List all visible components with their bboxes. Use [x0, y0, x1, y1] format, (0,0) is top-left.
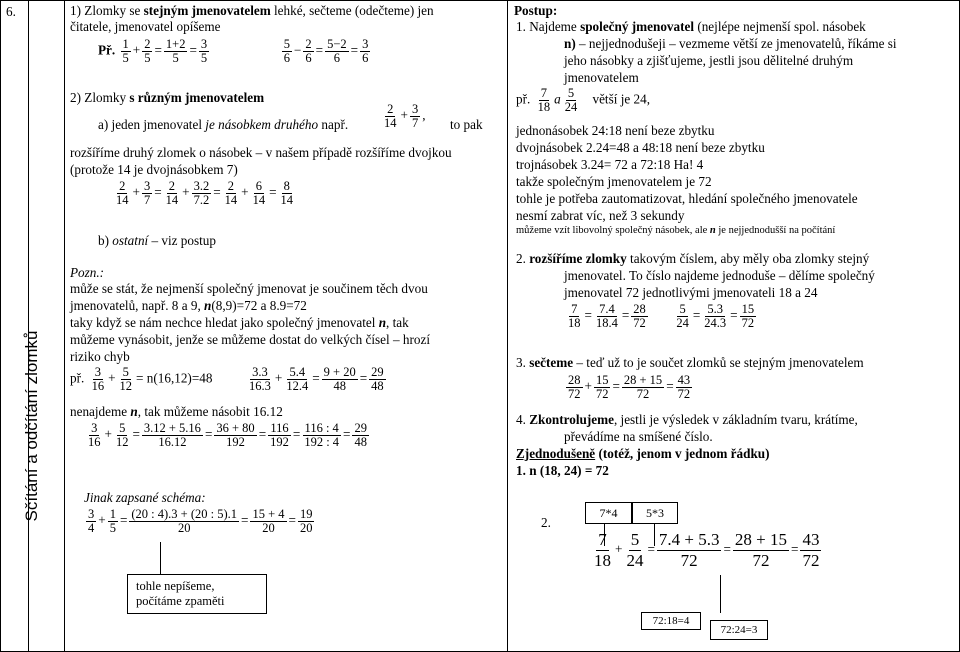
- step4-line-1: 4. Zkontrolujeme, jestli je výsledek v základním tvaru, krátíme,: [516, 412, 858, 427]
- border-left: [0, 0, 1, 652]
- simplified-step-1: 1. n (18, 24) = 72: [516, 463, 609, 478]
- step2-line-1: 2. rozšíříme zlomky takovým číslem, aby měly oba zlomky stejný: [516, 251, 870, 266]
- step4-line-2: převádíme na smíšené číslo.: [564, 429, 713, 444]
- note-line-5: riziko chyb: [70, 349, 130, 364]
- note-line-3: taky když se nám nechce hledat jako společný jmenovatel n, tak: [70, 315, 409, 330]
- step3-example: $\frac{28}{72}$ + $\frac{15}{72}$ = $\frac{28 + 15}{72}$ = $\frac{43}{72}$: [568, 373, 691, 401]
- side-title: Sčítání a odčítání zlomků: [22, 330, 41, 522]
- step1-line-1: 1. Najdeme společný jmenovatel (nejlépe nejmenší spol. násobek: [516, 19, 866, 34]
- example-product: $\frac{3}{16}$ + $\frac{5}{12}$ = $\frac{3.12 + 5.16}{16.12}$ = $\frac{36 + 80}{192}$ = $\frac{116}{192}$ = $\frac{116 : 4}{192 : 4}$ = $\frac{29}{48}$: [88, 421, 367, 449]
- hint-arrow-3: [720, 575, 721, 613]
- to-pak: to pak: [450, 117, 483, 132]
- section-number: 6.: [6, 4, 16, 19]
- border-top: [0, 0, 960, 1]
- hint-box-5x3: 5*3: [632, 502, 678, 524]
- step1-line-4: jmenovatelem: [564, 70, 639, 85]
- step1-line-12: můžeme vzít libovolný společný násobek, ale n je nejjednodušší na počítání: [516, 225, 836, 236]
- arrow-line: [160, 542, 161, 574]
- simplified-example: $\frac{7}{18}$ + $\frac{5}{24}$ = $\frac{7.4 + 5.3}{72}$ = $\frac{28 + 15}{72}$ = $\frac{43}{72}$: [594, 530, 820, 570]
- left-line-7: b) ostatní – viz postup: [98, 233, 216, 248]
- left-line-5: rozšíříme druhý zlomek o násobek – v našem případě rozšíříme dvojkou: [70, 145, 452, 160]
- left-line-6: (protože 14 je dvojnásobkem 7): [70, 162, 238, 177]
- note-label: Pozn.:: [70, 265, 105, 280]
- alt-schema-label: Jinak zapsané schéma:: [84, 490, 206, 505]
- note-box-line-1: tohle nepíšeme,: [136, 579, 215, 593]
- left-line-4: a) jeden jmenovatel je násobkem druhého např.: [98, 117, 349, 132]
- procedure-heading: Postup:: [514, 3, 558, 18]
- left-line-1: 1) Zlomky se stejným jmenovatelem lehké, sečteme (odečteme) jen: [70, 3, 434, 18]
- step2-line-3: jmenovatel 72 jednotlivými jmenovateli 18 a 24: [564, 285, 818, 300]
- step3-line-1: 3. sečteme – teď už to je součet zlomků se stejným jmenovatelem: [516, 355, 864, 370]
- note-line-1: může se stát, že nejmenší společný jmenovat je součinem těch dvou: [70, 281, 428, 296]
- note-line-6: nenajdeme n, tak můžeme násobit 16.12: [70, 404, 283, 419]
- note-box-line-2: počítáme zpaměti: [136, 594, 225, 608]
- hint-box-72-18: 72:18=4: [641, 612, 701, 630]
- example-lcm: př. $\frac{3}{16}$ + $\frac{5}{12}$ = n(16,12)=48 $\frac{3.3}{16.3}$ + $\frac{5.4}{12.4}$ = $\frac{9 + 20}{48}$ = $\frac{29}{48}$: [70, 365, 384, 393]
- col-divider-1: [28, 0, 29, 652]
- example-schema: $\frac{3}{4}$ + $\frac{1}{5}$ = $\frac{(20 : 4).3 + (20 : 5).1}{20}$ = $\frac{15 + 4}{20}$ = $\frac{19}{20}$: [88, 507, 313, 535]
- note-line-2: jmenovatelů, např. 8 a 9, n(8,9)=72 a 8.9=72: [70, 298, 307, 313]
- left-line-2: čitatele, jmenovatel opíšeme: [70, 19, 221, 34]
- example-same-denominator: Př. $\frac{1}{5}$ + $\frac{2}{5}$ = $\frac{1+2}{5}$ = $\frac{3}{5}$ $\frac{5}{6}$ − $\frac{2}{6}$ = $\frac{5-2}{6}$ = $\frac{3}{6}$: [98, 37, 369, 65]
- step1-line-2: n) – nejjednodušeji – vezmeme větší ze jmenovatelů, říkáme si: [564, 36, 897, 51]
- step1-line-6: jednonásobek 24:18 není beze zbytku: [516, 123, 715, 138]
- step1-line-9: takže společným jmenovatelem je 72: [516, 174, 712, 189]
- step1-line-3: jeho násobky a zjišťujeme, jestli jsou dělitelné druhým: [564, 53, 854, 68]
- step1-line-10: tohle je potřeba zautomatizovat, hledání společného jmenovatele: [516, 191, 858, 206]
- example-expand: $\frac{2}{14}$ + $\frac{3}{7}$ = $\frac{2}{14}$ + $\frac{3.2}{7.2}$ = $\frac{2}{14}$ + $\frac{6}{14}$ = $\frac{8}{14}$: [116, 179, 293, 207]
- step1-line-11: nesmí zabrat víc, než 3 sekundy: [516, 208, 685, 223]
- step1-line-8: trojnásobek 3.24= 72 a 72:18 Ha! 4: [516, 157, 704, 172]
- step2-line-2: jmenovatel. To číslo najdeme jednoduše – dělíme společný: [564, 268, 875, 283]
- note-line-4: můžeme vynásobit, jenže se můžeme dostat do velkých čísel – hrozí: [70, 332, 430, 347]
- example-multiple: $\frac{2}{14}$ + $\frac{3}{7}$ ,: [384, 102, 426, 130]
- note-box: [127, 574, 267, 614]
- left-line-3: 2) Zlomky s různým jmenovatelem: [70, 90, 265, 105]
- col-divider-2: [64, 0, 65, 652]
- simplified-step-2-label: 2.: [541, 515, 551, 530]
- step2-example: $\frac{7}{18}$ = $\frac{7.4}{18.4}$ = $\frac{28}{72}$ $\frac{5}{24}$ = $\frac{5.3}{24.3}$ = $\frac{15}{72}$: [568, 302, 755, 330]
- hint-box-72-24: 72:24=3: [710, 620, 768, 640]
- simplified-heading: Zjednodušeně (totéž, jenom v jednom řádku): [516, 446, 770, 461]
- step1-line-7: dvojnásobek 2.24=48 a 48:18 není beze zbytku: [516, 140, 765, 155]
- hint-box-7x4: 7*4: [585, 502, 632, 524]
- step1-example: př. $\frac{7}{18}$ a $\frac{5}{24}$ větší je 24,: [516, 86, 650, 114]
- col-divider-3: [507, 0, 508, 652]
